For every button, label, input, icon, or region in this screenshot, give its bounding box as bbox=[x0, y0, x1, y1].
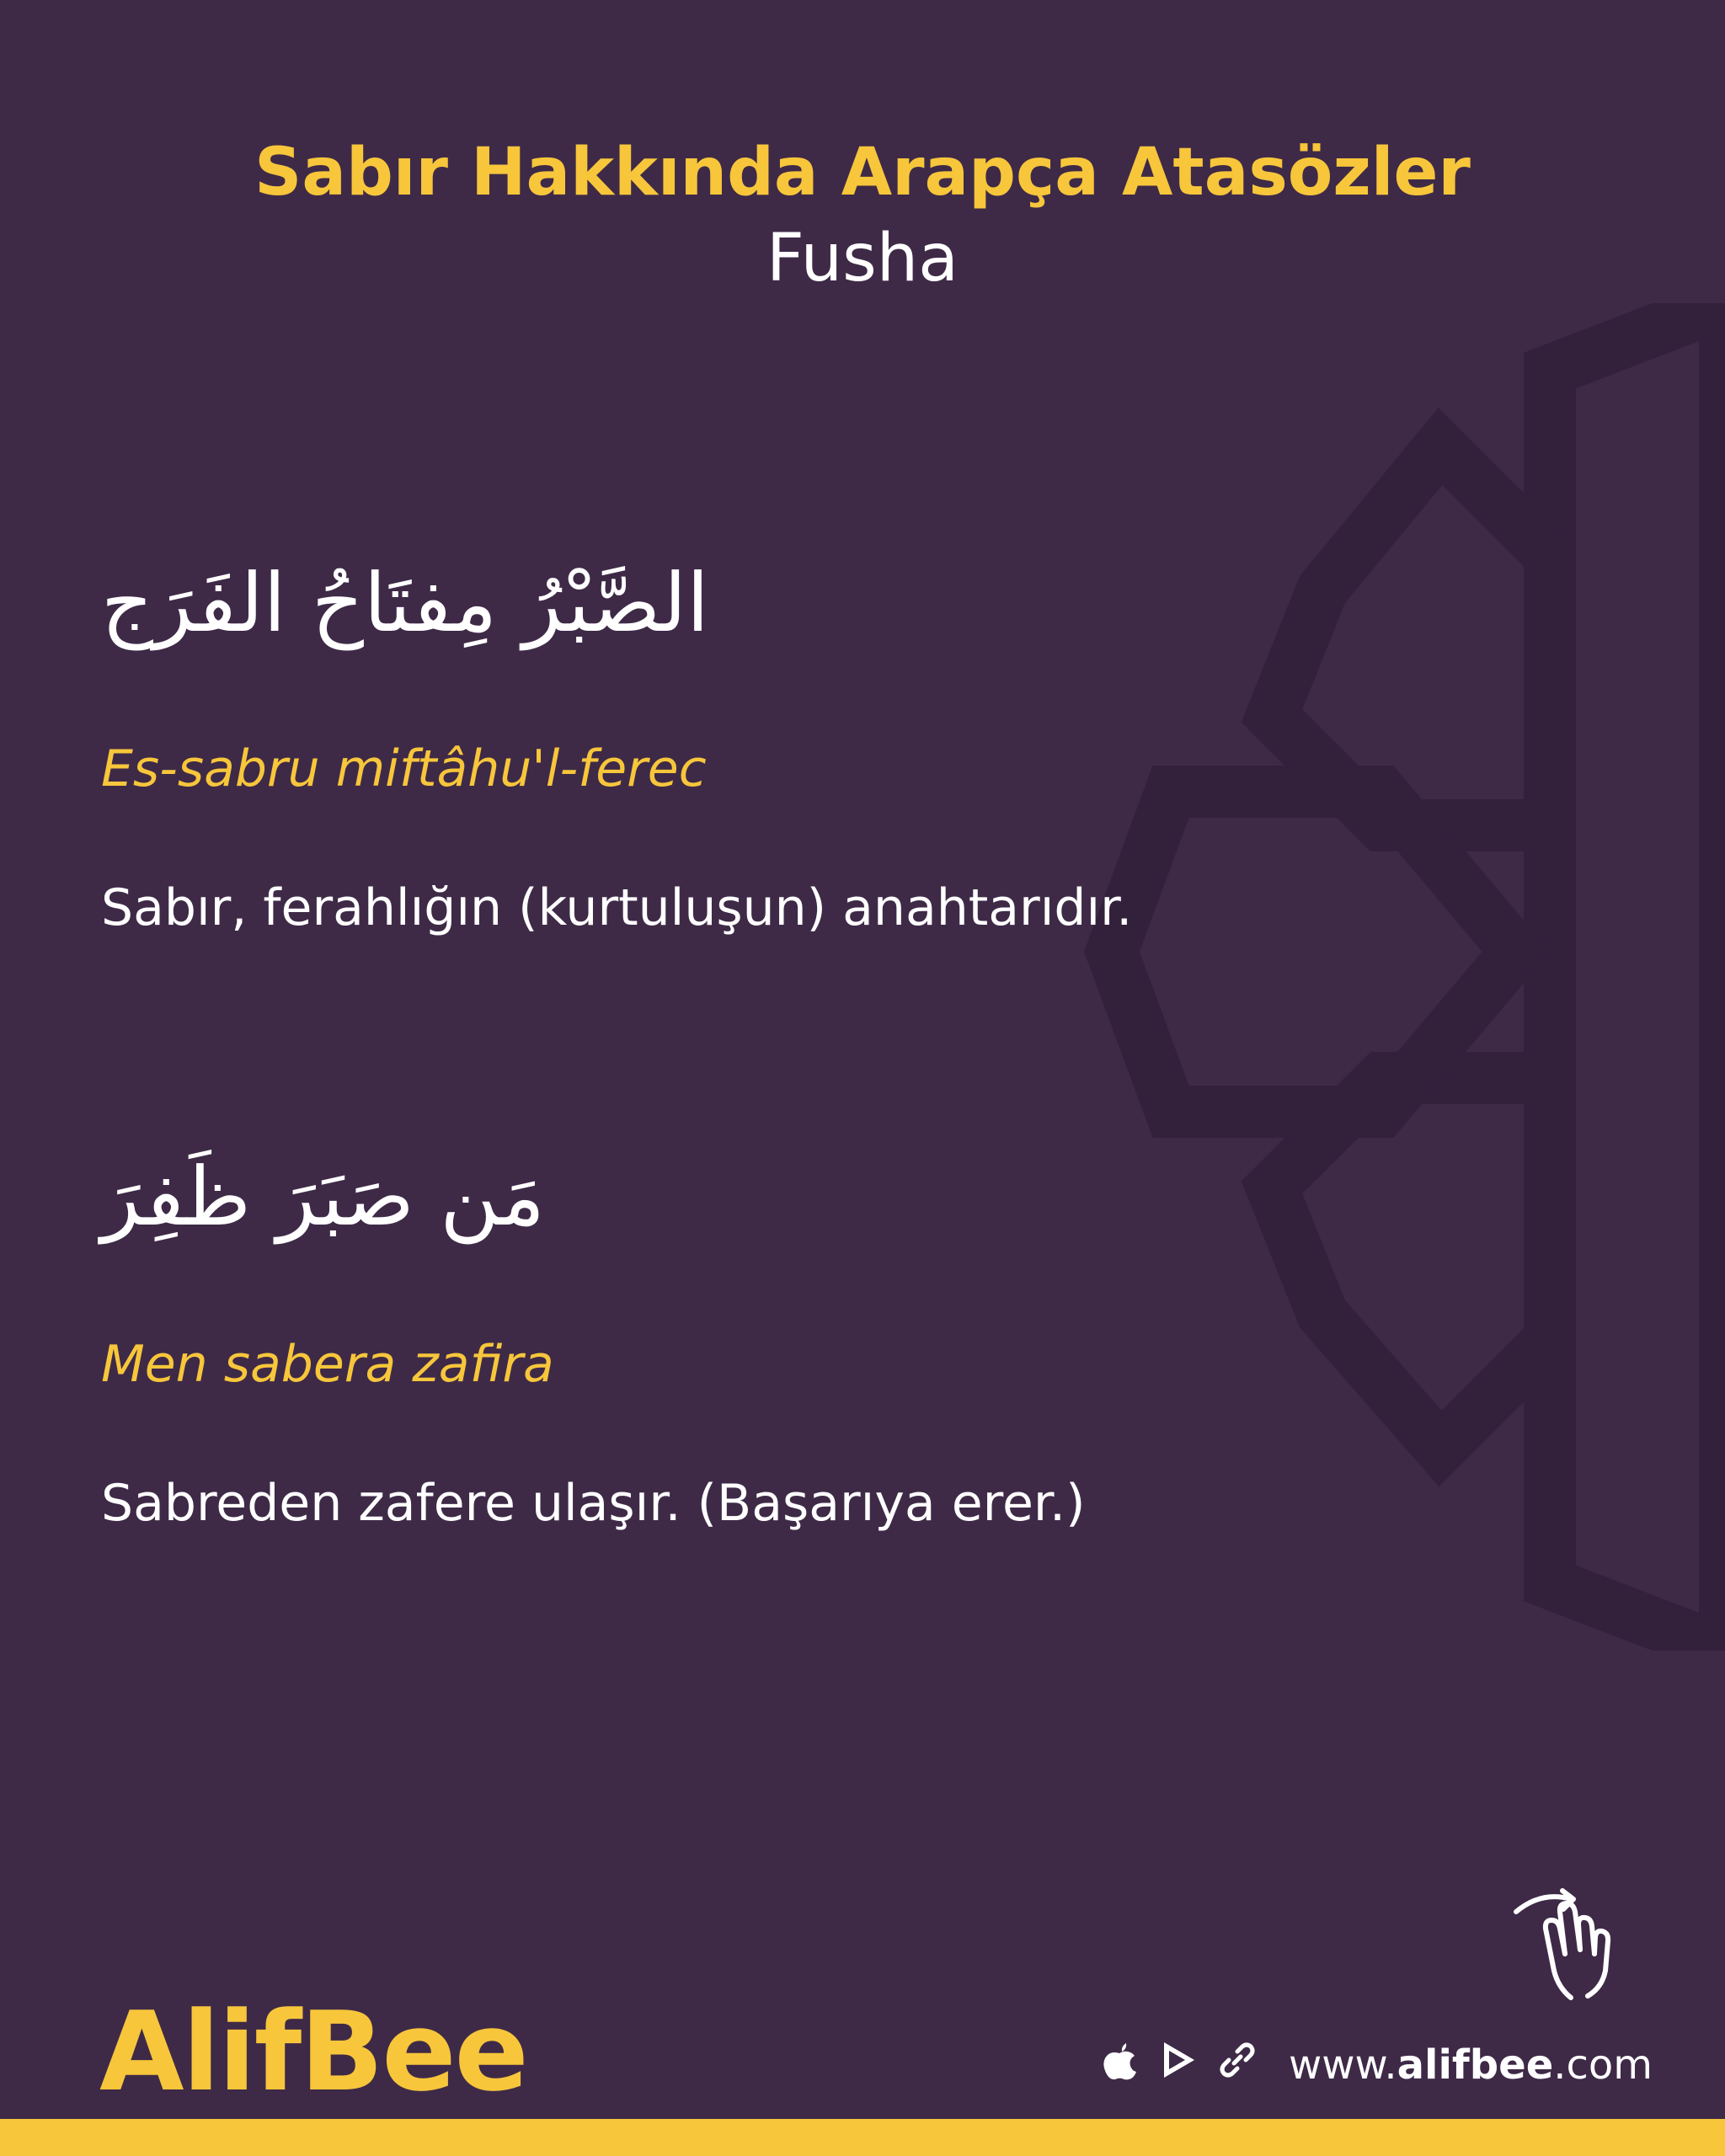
proverb-2-transliteration: Men sabera zafira bbox=[101, 1335, 554, 1394]
proverb-1-meaning: Sabır, ferahlığın (kurtuluşun) anahtarıdır. bbox=[101, 878, 1133, 937]
proverb-2-meaning: Sabreden zafere ulaşır. (Başarıya erer.) bbox=[101, 1474, 1086, 1533]
page-subtitle: Fusha bbox=[766, 221, 959, 296]
background-star-pattern bbox=[1044, 303, 1725, 1651]
url-suffix: .com bbox=[1553, 2041, 1653, 2089]
url-prefix: www. bbox=[1289, 2041, 1397, 2089]
url-domain: alifbee bbox=[1397, 2041, 1554, 2089]
alifbee-logo: AlifBee bbox=[99, 1988, 527, 2116]
google-play-icon[interactable] bbox=[1158, 2040, 1199, 2080]
proverb-1-arabic: الصَّبْرُ مِفتَاحُ الفَرَج bbox=[101, 556, 709, 650]
apple-icon[interactable] bbox=[1099, 2040, 1140, 2080]
proverb-2-arabic: مَن صَبَرَ ظَفِرَ bbox=[101, 1150, 545, 1244]
page-title: Sabır Hakkında Arapça Atasözler bbox=[254, 135, 1471, 211]
proverb-1-transliteration: Es-sabru miftâhu'l-ferec bbox=[101, 739, 707, 798]
website-url[interactable] bbox=[1289, 2041, 1653, 2089]
link-icon[interactable] bbox=[1217, 2040, 1258, 2080]
store-links bbox=[1099, 2040, 1258, 2080]
bottom-accent-bar bbox=[0, 2119, 1725, 2156]
tap-hand-icon bbox=[1508, 1878, 1634, 2004]
